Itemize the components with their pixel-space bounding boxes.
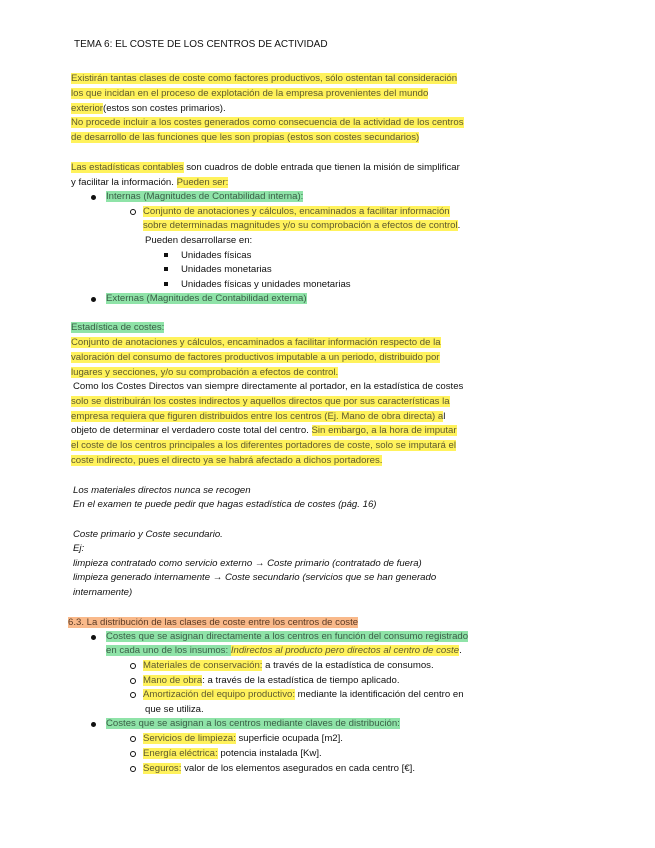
p1-text-1b: , sólo ostentan tal consideración <box>320 73 458 84</box>
p1-highlight-1: Existirán tantas clases de coste como factores productivos <box>71 73 321 84</box>
p3-text-7a: objeto de determinar el verdadero coste total del centro. <box>71 425 312 436</box>
s63-c1-label: Servicios de limpieza: <box>143 733 236 744</box>
s63-b1-line-2 <box>106 644 462 657</box>
p3-text-6b: l <box>443 411 446 422</box>
s63-b1-text-b: en cada uno de los insumos: <box>106 645 231 656</box>
s63-b1-text-end: . <box>459 645 462 656</box>
internas-sub-1-text: Conjunto de anotaciones y cálculos, encaminados a facilitar información <box>143 206 450 217</box>
p3-heading-text: Estadística de costes: <box>71 322 165 333</box>
s63-m3-text: mediante la identificación del centro en <box>295 689 464 700</box>
square-bullet <box>164 253 168 257</box>
s63-m3-cont: que se utiliza. <box>145 704 204 715</box>
externas-item <box>106 292 307 305</box>
p3-text-1: Conjunto de anotaciones y cálculos, encaminados a facilitar información respecto de la <box>71 337 441 348</box>
p3-line-6 <box>71 410 445 423</box>
p1-line-4 <box>71 116 464 129</box>
p5-line-2: Ej: <box>73 543 85 554</box>
p1-line-5 <box>71 131 419 144</box>
s63-m3-label: Amortización del equipo productivo: <box>143 689 295 700</box>
s63-m2 <box>143 674 400 687</box>
p2-text-1b: son cuadros de doble entrada que tienen la misión de simplificar <box>183 162 460 173</box>
p3-text-3: lugares y secciones, y/o su comprobación a efectos de control. <box>71 367 339 378</box>
internas-sub-2-end: . <box>457 220 461 231</box>
p3-line-9 <box>71 454 382 467</box>
square-bullet <box>164 282 168 286</box>
section-heading <box>68 616 358 629</box>
p4-line-1: Los materiales directos nunca se recogen <box>73 485 251 496</box>
bullet-dot <box>91 297 96 302</box>
p3-text-2: valoración del consumo de factores productivos imputable a un periodo, distribuido por <box>71 352 440 363</box>
p1-text-3b: (estos son costes primarios). <box>103 103 226 114</box>
p2-text-1a: Las estadísticas contables <box>71 162 184 173</box>
circle-bullet <box>130 766 136 772</box>
s63-m1-label: Materiales de conservación: <box>143 660 263 671</box>
p1-text-2: los que incidan en el proceso de explotación de la empresa provenientes del mundo <box>71 88 429 99</box>
p1-text-3a: exterior <box>71 103 103 114</box>
s63-b1-text-c: Indirectos al producto pero directos al centro de coste <box>230 645 460 656</box>
p3-line-1 <box>71 336 441 349</box>
page-title: TEMA 6: EL COSTE DE LOS CENTROS DE ACTIVIDAD <box>74 39 328 50</box>
p3-text-9: coste indirecto, pues el directo ya se habrá afectado a dichos portadores. <box>71 455 383 466</box>
p2-line-2 <box>71 176 228 189</box>
unit-item-3: Unidades físicas y unidades monetarias <box>181 279 351 290</box>
p3-line-5 <box>71 395 450 408</box>
p1-line-1 <box>71 72 457 85</box>
p2-text-2a: y facilitar la información. <box>71 177 177 188</box>
s63-c3-text: valor de los elementos asegurados en cada centro [€]. <box>181 763 415 774</box>
s63-m2-text: : a través de la estadística de tiempo aplicado. <box>202 675 400 686</box>
p3-line-2 <box>71 351 440 364</box>
externas-label: Externas (Magnitudes de Contabilidad externa) <box>106 293 307 304</box>
p2-text-2b: Pueden ser: <box>176 177 229 188</box>
p5-line-3: limpieza contratado como servicio externo → Coste primario (contratado de fuera) <box>73 558 422 569</box>
s63-m3 <box>143 688 464 701</box>
internas-sub-1 <box>143 205 450 218</box>
p3-line-8 <box>71 439 456 452</box>
bullet-dot <box>91 722 96 727</box>
s63-b2 <box>106 717 400 730</box>
internas-label: Internas (Magnitudes de Contabilidad interna): <box>106 191 304 202</box>
internas-sub-2-text: sobre determinadas magnitudes y/o su comprobación a efectos de control <box>143 220 458 231</box>
s63-m2-label: Mano de obra <box>143 675 203 686</box>
p3-line-3 <box>71 366 338 379</box>
circle-bullet <box>130 751 136 757</box>
unit-item-2: Unidades monetarias <box>181 264 272 275</box>
circle-bullet <box>130 678 136 684</box>
circle-bullet <box>130 736 136 742</box>
p5-line-4: limpieza generado internamente → Coste secundario (servicios que se han generado <box>73 572 437 583</box>
p4-line-2: En el examen te puede pedir que hagas estadística de costes (pág. 16) <box>73 499 377 510</box>
p1-line-3 <box>71 102 226 115</box>
s63-c2-label: Energía eléctrica: <box>143 748 218 759</box>
s63-c3 <box>143 762 415 775</box>
p3-text-5: solo se distribuirán los costes indirectos y aquellos directos que por sus características la <box>71 396 450 407</box>
square-bullet <box>164 267 168 271</box>
s63-b2-text: Costes que se asignan a los centros mediante claves de distribución: <box>106 718 400 729</box>
p5-line-1: Coste primario y Coste secundario. <box>73 529 223 540</box>
s63-b1-text-a: Costes que se asignan directamente a los centros en función del consumo registrado <box>106 631 469 642</box>
bullet-dot <box>91 195 96 200</box>
p1-line-2 <box>71 87 428 100</box>
bullet-dot <box>91 635 96 640</box>
p3-text-8: el coste de los centros principales a los diferentes portadores de coste, solo se imputará el <box>71 440 457 451</box>
s63-c2-text: potencia instalada [Kw]. <box>217 748 322 759</box>
s63-c2 <box>143 747 322 760</box>
p5-line-5: internamente) <box>73 587 133 598</box>
p3-text-6a: empresa requiera que figuren distribuidos entre los centros (Ej. Mano de obra directa) a <box>71 411 444 422</box>
p1-text-5: de desarrollo de las funciones que les son propias (estos son costes secundarios) <box>71 132 420 143</box>
p2-line-1 <box>71 161 460 174</box>
s63-c1-text: superficie ocupada [m2]. <box>235 733 343 744</box>
unit-item-1: Unidades físicas <box>181 250 252 261</box>
s63-m1-text: a través de la estadística de consumos. <box>262 660 434 671</box>
s63-m1 <box>143 659 434 672</box>
p3-text-7b: Sin embargo, a la hora de imputar <box>311 425 457 436</box>
s63-b1-line-1 <box>106 630 468 643</box>
s63-c1 <box>143 732 343 745</box>
circle-bullet <box>130 663 136 669</box>
internas-sub-3: Pueden desarrollarse en: <box>145 235 253 246</box>
p1-text-4: No procede incluir a los costes generados como consecuencia de la actividad de los centros <box>71 117 464 128</box>
circle-bullet <box>130 692 136 698</box>
p3-heading <box>71 321 164 334</box>
p3-line-7 <box>71 424 457 437</box>
s63-c3-label: Seguros: <box>143 763 182 774</box>
section-heading-text: 6.3. La distribución de las clases de coste entre los centros de coste <box>68 617 359 628</box>
p3-line-4: Como los Costes Directos van siempre directamente al portador, en la estadística de costes <box>73 381 464 392</box>
circle-bullet <box>130 209 136 215</box>
internas-item <box>106 190 303 203</box>
internas-sub-2 <box>143 219 460 232</box>
